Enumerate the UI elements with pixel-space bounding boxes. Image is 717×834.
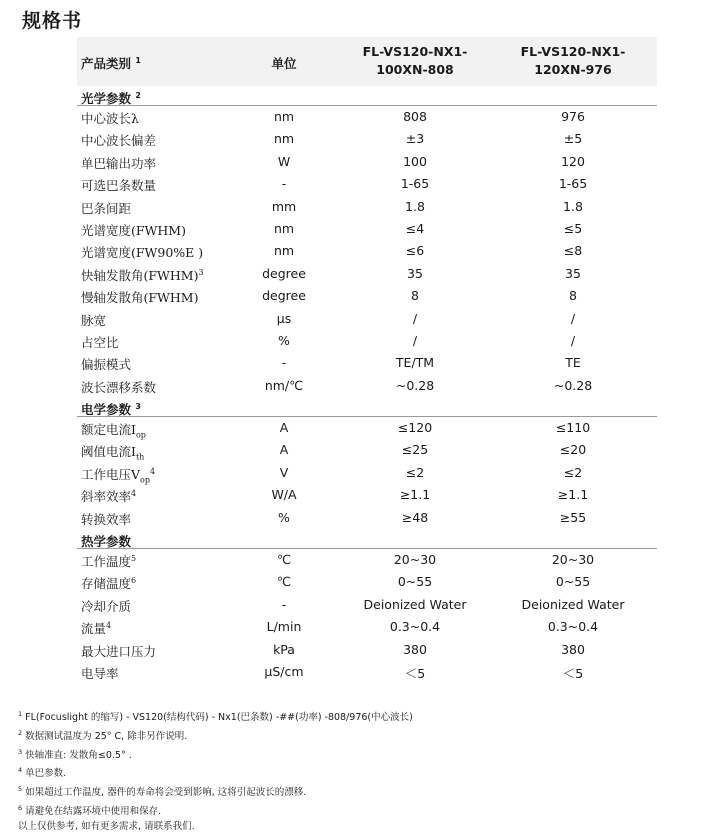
param-unit: kPa <box>237 642 331 657</box>
value-808: ≤6 <box>330 243 500 258</box>
section-label: 电学参数 $^3$ <box>81 400 141 418</box>
value-808: 808 <box>330 109 500 124</box>
value-808: 0.3~0.4 <box>330 619 500 634</box>
param-name: 光谱宽度(FW90%E ) <box>81 243 203 261</box>
param-unit: W <box>237 154 331 169</box>
param-unit: L/min <box>237 619 331 634</box>
value-976: ≤110 <box>489 420 657 435</box>
value-976: ≤2 <box>489 465 657 480</box>
value-976: ≤20 <box>489 442 657 457</box>
table-row <box>77 218 657 240</box>
param-name: 转换效率 <box>81 510 131 528</box>
footnote: $^4$ 单巴参数. <box>18 763 413 782</box>
value-808: ≤2 <box>330 465 500 480</box>
value-808: Deionized Water <box>330 597 500 612</box>
param-unit: A <box>237 442 331 457</box>
param-name: 额定电流$I_{op}$ <box>81 420 146 440</box>
footnote: $^5$ 如果超过工作温度, 器件的寿命将会受到影响, 这将引起波长的漂移. <box>18 782 413 801</box>
value-976: Deionized Water <box>489 597 657 612</box>
table-row <box>77 173 657 195</box>
value-976: 976 <box>489 109 657 124</box>
param-name: 最大进口压力 <box>81 642 156 660</box>
param-name: 工作温度$^5$ <box>81 552 136 570</box>
header-model-976: FL-VS120-NX1- 120XN-976 <box>489 43 657 79</box>
value-808: ≤120 <box>330 420 500 435</box>
param-name: 脉宽 <box>81 311 106 329</box>
value-808: 1-65 <box>330 176 500 191</box>
param-unit: ℃ <box>237 552 331 567</box>
param-unit: % <box>237 333 331 348</box>
value-808: ≥48 <box>330 510 500 525</box>
param-name: 工作电压$V_{op}^4$ <box>81 465 155 485</box>
param-name: 存储温度$^6$ <box>81 574 136 592</box>
table-row <box>77 462 657 484</box>
value-976: 0~55 <box>489 574 657 589</box>
table-row <box>77 616 657 638</box>
param-unit: W/A <box>237 487 331 502</box>
param-unit: nm <box>237 109 331 124</box>
value-808: ≥1.1 <box>330 487 500 502</box>
param-name: 斜率效率$^4$ <box>81 487 136 505</box>
param-unit: ℃ <box>237 574 331 589</box>
param-name: 光谱宽度(FWHM) <box>81 221 186 239</box>
param-unit: degree <box>237 266 331 281</box>
param-name: 慢轴发散角(FWHM) <box>81 288 198 306</box>
value-976: 8 <box>489 288 657 303</box>
table-row <box>77 308 657 330</box>
param-name: 单巴输出功率 <box>81 154 156 172</box>
table-row <box>77 417 657 439</box>
param-name: 波长漂移系数 <box>81 378 156 396</box>
param-unit: mm <box>237 199 331 214</box>
param-name: 偏振模式 <box>81 355 131 373</box>
section-header <box>77 397 657 417</box>
table-row <box>77 330 657 352</box>
value-976: TE <box>489 355 657 370</box>
table-header <box>77 37 657 86</box>
value-808: 35 <box>330 266 500 281</box>
param-name: 占空比 <box>81 333 119 351</box>
table-row <box>77 285 657 307</box>
value-808: ≤25 <box>330 442 500 457</box>
footnote: $^2$ 数据测试温度为 25° C, 除非另作说明. <box>18 726 413 745</box>
value-976: 1.8 <box>489 199 657 214</box>
table-row <box>77 106 657 128</box>
spec-table <box>77 37 657 683</box>
value-808: 20~30 <box>330 552 500 567</box>
value-808: TE/TM <box>330 355 500 370</box>
value-976: 35 <box>489 266 657 281</box>
footnote: 以上仅供参考, 如有更多需求, 请联系我们. <box>18 820 413 834</box>
table-row <box>77 375 657 397</box>
table-row <box>77 639 657 661</box>
param-unit: - <box>237 355 331 370</box>
table-row <box>77 661 657 683</box>
value-976: 120 <box>489 154 657 169</box>
value-976: ~0.28 <box>489 378 657 393</box>
table-row <box>77 439 657 461</box>
section-header <box>77 86 657 106</box>
param-name: 流量$^4$ <box>81 619 111 637</box>
value-808: ~0.28 <box>330 378 500 393</box>
value-976: 380 <box>489 642 657 657</box>
header-category: 产品类别 $^1$ <box>81 54 141 72</box>
value-976: / <box>489 311 657 326</box>
value-976: ＜5 <box>489 664 657 682</box>
table-row <box>77 240 657 262</box>
param-unit: V <box>237 465 331 480</box>
param-name: 中心波长偏差 <box>81 131 156 149</box>
param-name: 可选巴条数量 <box>81 176 156 194</box>
table-body <box>77 86 657 683</box>
section-header <box>77 529 657 549</box>
param-unit: nm <box>237 131 331 146</box>
param-unit: % <box>237 510 331 525</box>
table-row <box>77 507 657 529</box>
value-808: 1.8 <box>330 199 500 214</box>
param-unit: - <box>237 597 331 612</box>
value-976: ±5 <box>489 131 657 146</box>
value-976: / <box>489 333 657 348</box>
value-808: 100 <box>330 154 500 169</box>
table-row <box>77 263 657 285</box>
table-row <box>77 352 657 374</box>
param-unit: nm <box>237 243 331 258</box>
value-976: ≤5 <box>489 221 657 236</box>
param-name: 巴条间距 <box>81 199 131 217</box>
param-unit: degree <box>237 288 331 303</box>
table-row <box>77 549 657 571</box>
section-label: 热学参数 <box>81 532 131 550</box>
param-unit: µS/cm <box>237 664 331 679</box>
footnotes <box>18 707 413 834</box>
value-808: 380 <box>330 642 500 657</box>
header-model-808: FL-VS120-NX1- 100XN-808 <box>330 43 500 79</box>
param-unit: - <box>237 176 331 191</box>
param-name: 中心波长λ <box>81 109 139 127</box>
document-title: 规格书 <box>22 6 82 33</box>
footnote: $^1$ FL(Focuslight 的缩写) - VS120(结构代码) - Nx1(巴条数) -##(功率) -808/976(中心波长) <box>18 707 413 726</box>
value-808: ±3 <box>330 131 500 146</box>
table-row <box>77 484 657 506</box>
value-808: ≤4 <box>330 221 500 236</box>
value-976: 0.3~0.4 <box>489 619 657 634</box>
table-row <box>77 196 657 218</box>
table-row <box>77 594 657 616</box>
value-808: ＜5 <box>330 664 500 682</box>
header-unit: 单位 <box>246 54 322 72</box>
table-row <box>77 151 657 173</box>
footnote: $^6$ 请避免在结露环境中使用和保存. <box>18 801 413 820</box>
value-808: 0~55 <box>330 574 500 589</box>
table-row <box>77 571 657 593</box>
value-976: ≤8 <box>489 243 657 258</box>
value-976: 1-65 <box>489 176 657 191</box>
value-976: 20~30 <box>489 552 657 567</box>
value-976: ≥1.1 <box>489 487 657 502</box>
param-unit: A <box>237 420 331 435</box>
param-name: 电导率 <box>81 664 119 682</box>
table-row <box>77 128 657 150</box>
value-808: 8 <box>330 288 500 303</box>
footnote: $^3$ 快轴准直: 发散角≤0.5° . <box>18 745 413 764</box>
value-808: / <box>330 311 500 326</box>
value-976: ≥55 <box>489 510 657 525</box>
param-unit: µs <box>237 311 331 326</box>
param-name: 阈值电流$I_{th}$ <box>81 442 144 462</box>
param-name: 快轴发散角(FWHM)$^3$ <box>81 266 204 284</box>
param-name: 冷却介质 <box>81 597 131 615</box>
value-808: / <box>330 333 500 348</box>
section-label: 光学参数 $^2$ <box>81 89 141 107</box>
param-unit: nm <box>237 221 331 236</box>
param-unit: nm/℃ <box>237 378 331 393</box>
